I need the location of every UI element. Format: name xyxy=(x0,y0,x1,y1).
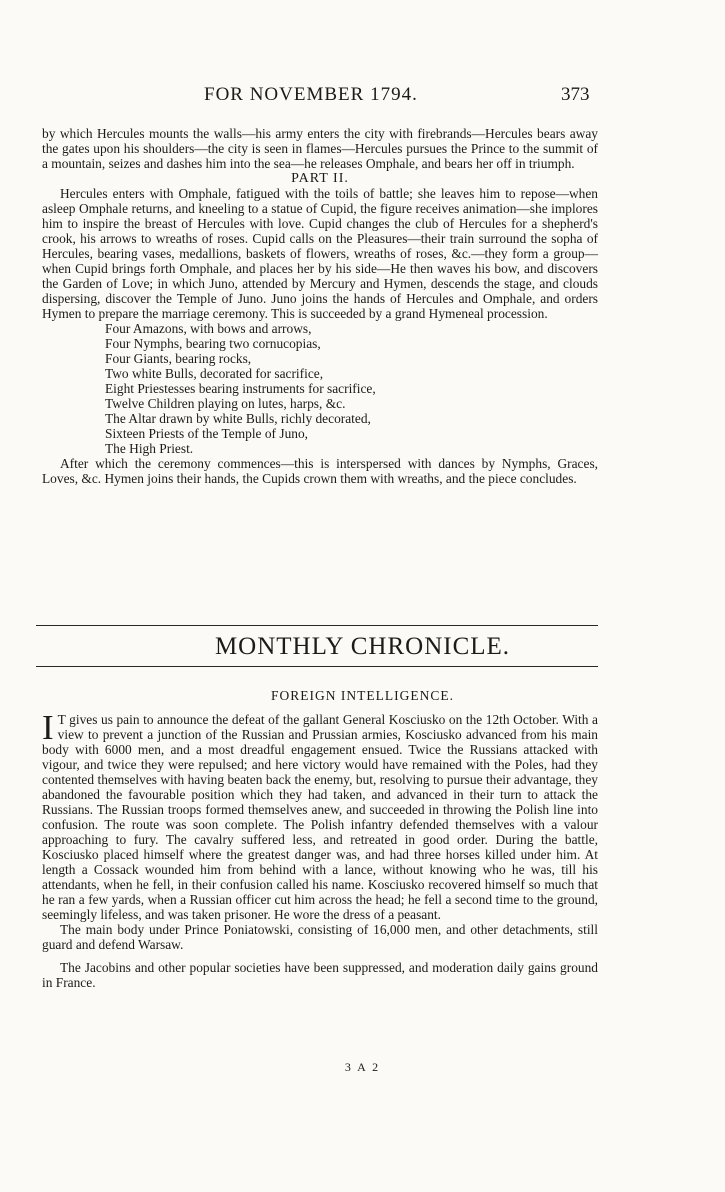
procession-item: Twelve Children playing on lutes, harps, &c. xyxy=(105,396,346,411)
procession-item: Four Giants, bearing rocks, xyxy=(105,351,252,366)
page-header xyxy=(0,84,725,110)
intro-paragraph: by which Hercules mounts the walls—his army enters the city with firebrands—Hercules bears away the gates upon his shoulders—the city is seen in flames—Hercules pursues the Prince to the summit of a mountain, seizes and dashes him into the sea—he releases Omphale, and bears her off in triumph. xyxy=(42,126,598,171)
procession-item: Sixteen Priests of the Temple of Juno, xyxy=(105,426,308,441)
procession-item: The Altar drawn by white Bulls, richly decorated, xyxy=(105,411,371,426)
chronicle-paragraph-2: The main body under Prince Poniatowski, consisting of 16,000 men, and other detachments, still guard and defend Warsaw. xyxy=(42,922,598,952)
procession-item: The High Priest. xyxy=(105,441,194,456)
closing-paragraph: After which the ceremony commences—this is interspersed with dances by Nymphs, Graces, Loves, &c. Hymen joins their hands, the Cupids crown them with wreaths, and the piece concludes. xyxy=(42,456,598,486)
chronicle-body xyxy=(42,708,598,990)
running-title: FOR NOVEMBER 1794. xyxy=(204,84,418,105)
section-rule-top xyxy=(36,625,598,626)
procession-item: Two white Bulls, decorated for sacrifice, xyxy=(105,366,324,381)
chronicle-paragraph-3: The Jacobins and other popular societies have been suppressed, and moderation daily gains ground in France. xyxy=(42,960,598,990)
ballet-description xyxy=(42,126,598,486)
foreign-intelligence-heading: FOREIGN INTELLIGENCE. xyxy=(271,688,454,703)
page-number: 373 xyxy=(561,84,590,105)
procession-list xyxy=(105,321,598,456)
signature-mark: 3 A 2 xyxy=(344,1060,381,1074)
part-two-heading: PART II. xyxy=(291,171,349,186)
procession-item: Eight Priestesses bearing instruments for sacrifice, xyxy=(105,381,376,396)
chronicle-title: MONTHLY CHRONICLE. xyxy=(214,633,511,660)
chronicle-paragraph-1 xyxy=(42,708,598,922)
drop-cap: I xyxy=(42,708,54,747)
procession-item: Four Nymphs, bearing two cornucopias, xyxy=(105,336,321,351)
section-rule-bottom xyxy=(36,666,598,667)
part-two-paragraph: Hercules enters with Omphale, fatigued with the toils of battle; she leaves him to repose—when asleep Omphale returns, and kneeling to a statue of Cupid, the figure receives animation—she implores him to inspire the breast of Hercules with love. Cupid changes the club of Hercules for a shepherd's crook, his arrows to wreaths of roses. Cupid calls on the Pleasures—their train surround the sopha of Hercules, bearing vases, medallions, baskets of flowers, wreaths of roses, &c.—they form a group—when Cupid brings forth Omphale, and places her by his side—He then waves his bow, and discovers the Garden of Love; in which Juno, attended by Mercury and Hymen, descends the stage, and clouds dispersing, discover the Temple of Juno. Juno joins the hands of Hercules and Omphale, and orders Hymen to prepare the marriage ceremony. This is succeeded by a grand Hymeneal procession. xyxy=(42,186,598,321)
procession-item: Four Amazons, with bows and arrows, xyxy=(105,321,312,336)
chronicle-paragraph-1-text: T gives us pain to announce the defeat of the gallant General Kosciusko on the 12th October. With a view to prevent a junction of the Russian and Prussian armies, Kosciusko advanced from his main body with 6000 men, and a most dreadful engagement ensued. Twice the Russians attacked with vigour, and twice they were repulsed; and here victory would have remained with the Poles, had they contented themselves with having beaten back the enemy, but, resolving to pursue their advantage, they abandoned the favourable position which they had taken, and advanced in their turn to attack the Russians. The Russian troops formed themselves anew, and succeeded in throwing the Polish line into confusion. The route was soon complete. The Polish infantry defended themselves with a valour approaching to fury. The cavalry suffered less, and retreated in good order. During the battle, Kosciusko placed himself where the greatest danger was, and had three horses killed under him. At length a Cossack wounded him from behind with a lance, without knowing who he was, till his attendants, when he fell, in their confusion called his name. Kosciusko recovered himself so much that he ran a few yards, when a Russian officer cut him across the head; he fell a second time to the ground, seemingly lifeless, and was taken prisoner. He wore the dress of a peasant. xyxy=(42,712,598,922)
